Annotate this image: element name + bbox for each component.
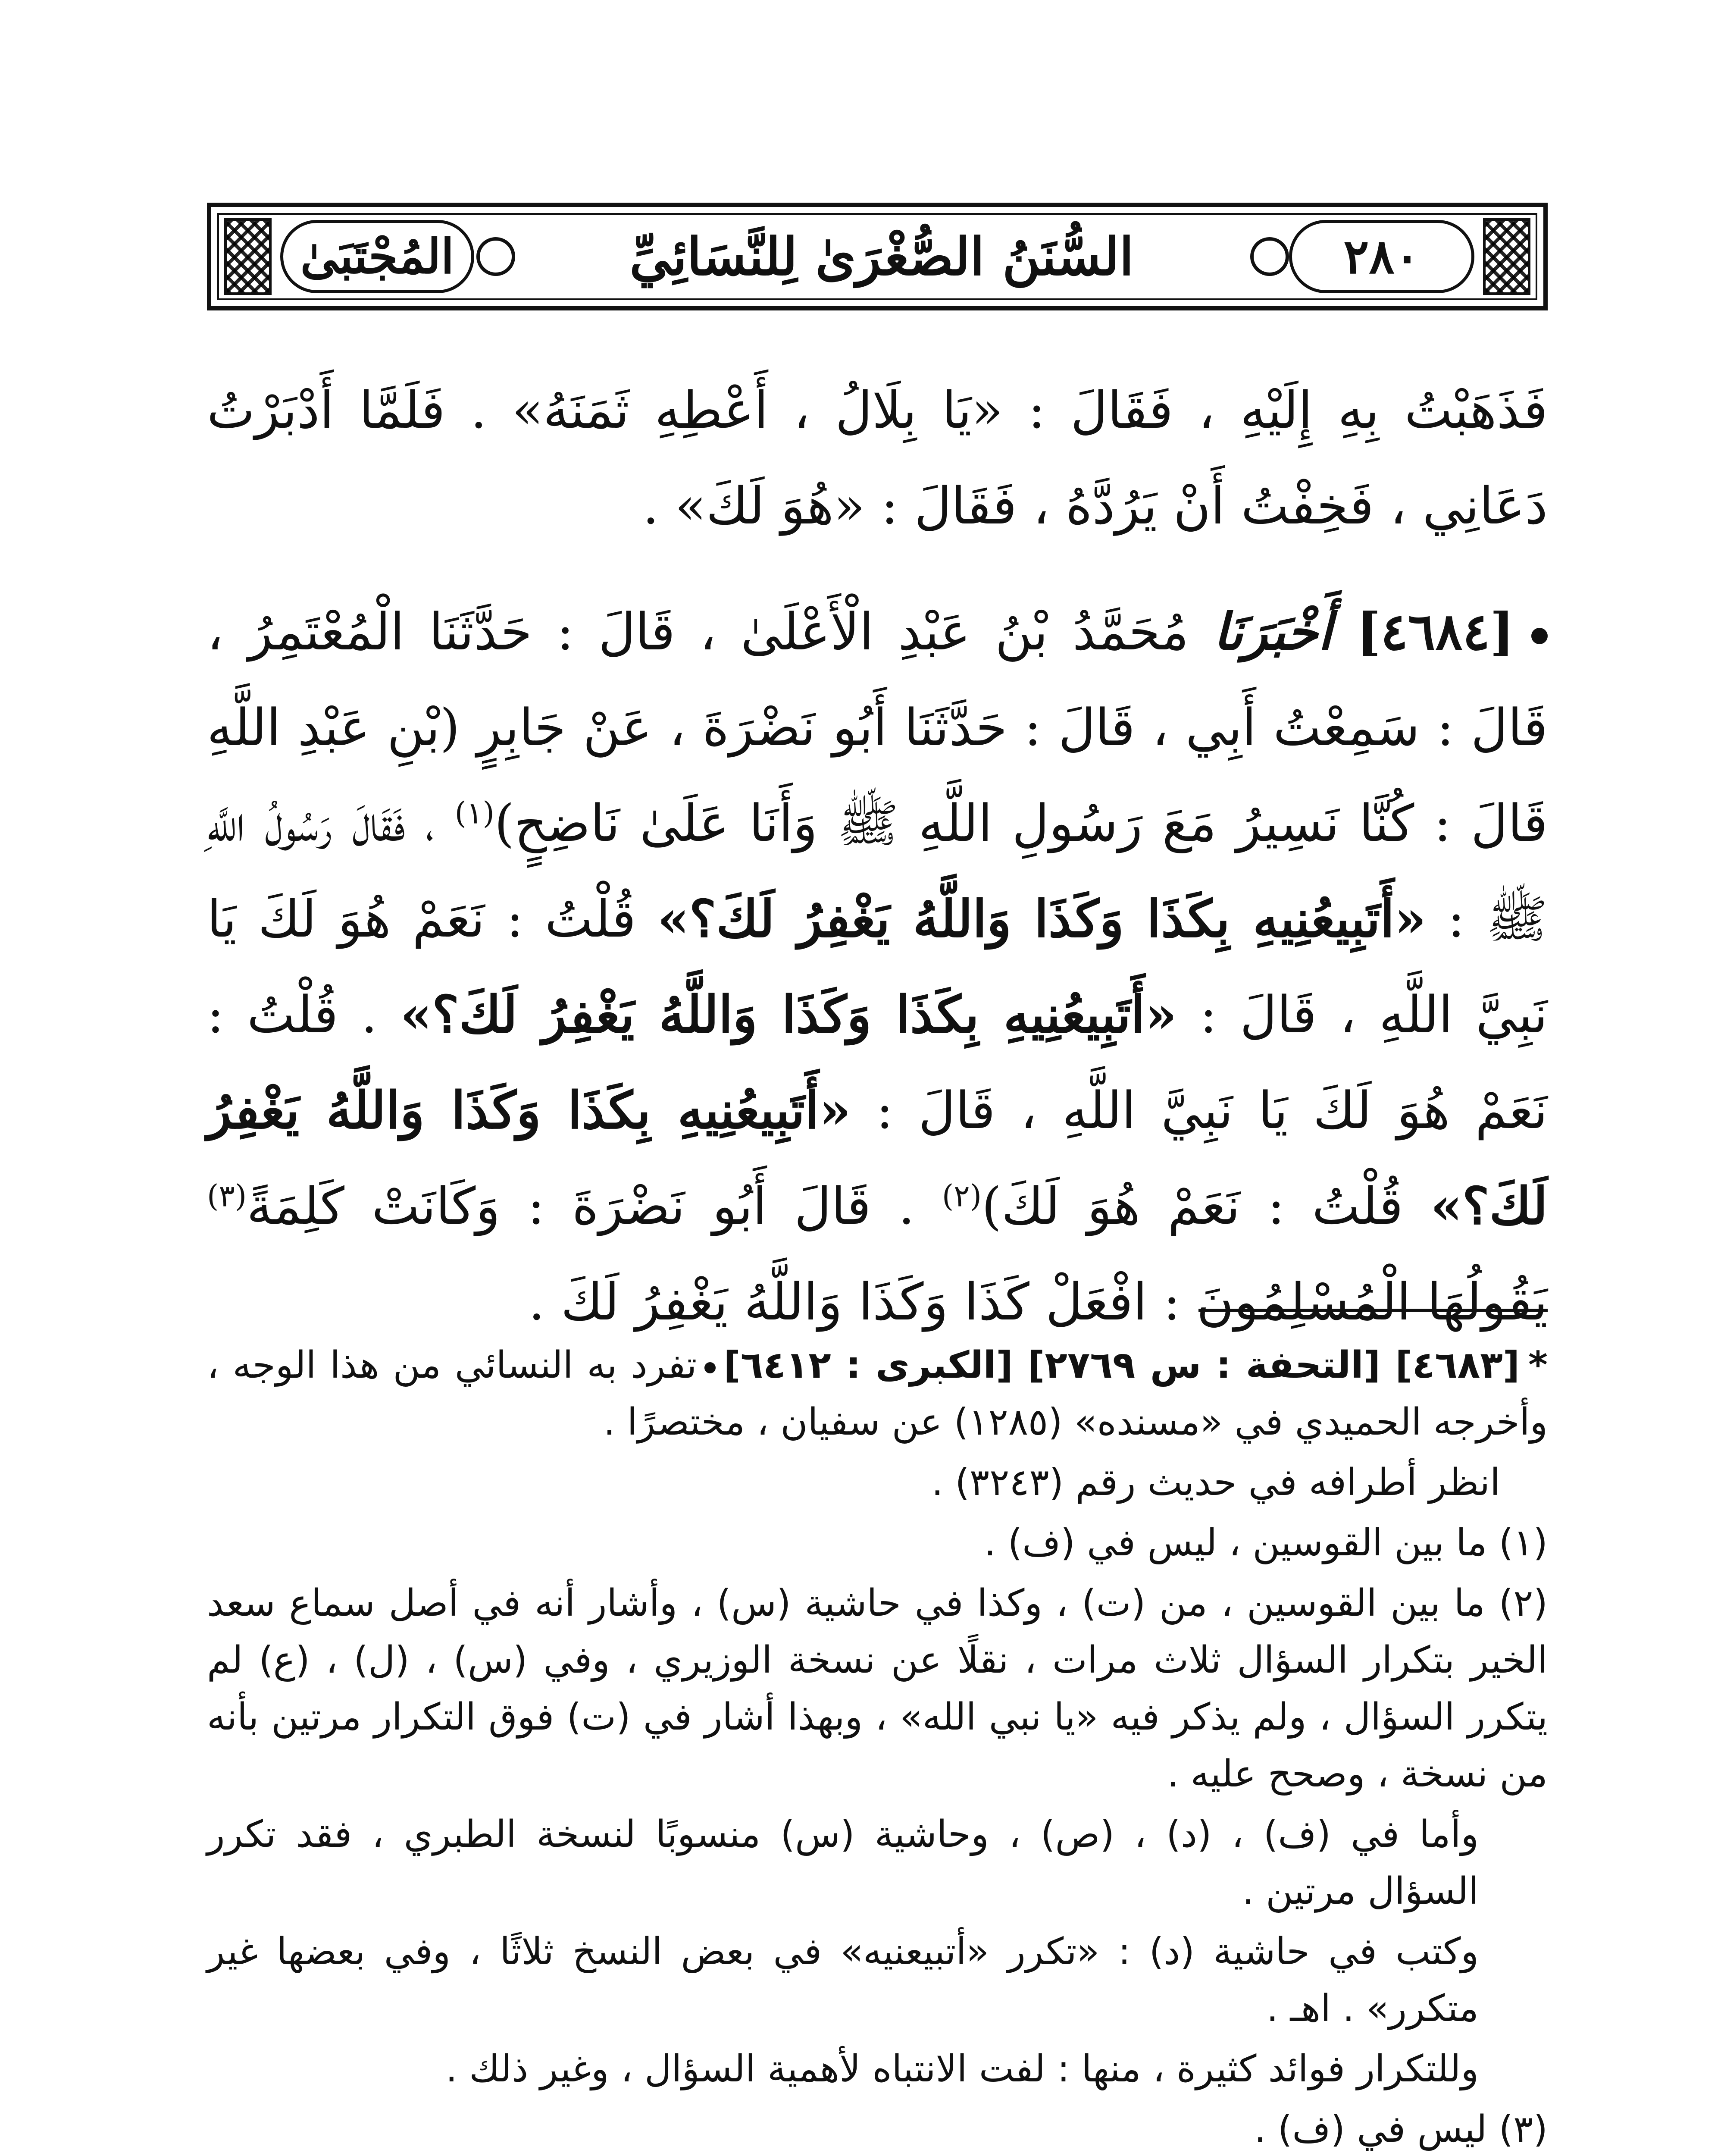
text-segment: . قَالَ أَبُو نَضْرَةَ : وَكَانَتْ كَلِمَةً: [247, 1176, 915, 1236]
footnotes: [207, 1337, 1548, 2156]
footnote-3: (٣) ليس في (ف) .: [1254, 2108, 1548, 2151]
akhbarana-word: أَخْبَرَنَا: [1213, 602, 1332, 661]
page-number-cartouche: [1289, 220, 1474, 293]
page-title: السُّنَنُ الصُّغْرَىٰ لِلنَّسَائِيِّ: [629, 226, 1134, 287]
footnote-1: (١) ما بين القوسين ، ليس في (ف) .: [984, 1521, 1548, 1564]
header-title-box: [491, 218, 1272, 295]
footnote-marker-1: (١): [454, 795, 494, 831]
ornament-right-icon: [1483, 218, 1530, 295]
prophet-quote: «أَتَبِيعُنِيهِ بِكَذَا وَكَذَا وَاللَّهُ يَغْفِرُ لَكَ؟»: [657, 889, 1427, 949]
note-line: انظر أطرافه في حديث رقم (٣٢٤٣) .: [931, 1461, 1500, 1504]
page-number: ٢٨٠: [1343, 229, 1420, 284]
footnote-divider: [1198, 1309, 1548, 1312]
footnote-marker-2: (٢): [942, 1178, 982, 1214]
footnote-2-continued: وكتب في حاشية (د) : «تكرر «أتبيعنيه» في بعض النسخ ثلاثًا ، وفي بعضها غير متكرر» . اهـ .: [207, 1930, 1479, 2030]
text-segment: . قُلْتُ : نَعَمْ هُوَ لَكَ يَا نَبِيَّ اللَّهِ ، قَالَ :: [207, 985, 1548, 1140]
hadith-4684: [207, 584, 1548, 1350]
text-segment: ، فَقَالَ رَسُولُ اللَّهِ ﷺ :: [207, 793, 1548, 949]
text-segment: قُلْتُ : نَعَمْ هُوَ لَكَ): [982, 1176, 1403, 1236]
footnote-2: (٢) ما بين القوسين ، من (ت) ، وكذا في حاشية (س) ، وأشار أنه في أصل سماع سعد الخير بتكرار السؤال ثلاث مرات ، نقلًا عن نسخة الوزيري ، وفي (س) ، (ل) ، (ع) لم يتكرر السؤال ، ولم يذكر فيه «يا نبي الله» ، وبهذا أشار في (ت) فوق التكرار مرتين بأنه من نسخة ، وصحح عليه .: [207, 1582, 1548, 1796]
dot-icon: [704, 1362, 716, 1373]
text-segment: قُلْتُ : نَعَمْ هُوَ لَكَ يَا نَبِيَّ اللَّهِ ، قَالَ :: [207, 889, 1548, 1044]
footnote-2-continued: وللتكرار فوائد كثيرة ، منها : لفت الانتباه لأهمية السؤال ، وغير ذلك .: [445, 2047, 1479, 2090]
asterisk-icon: *: [1528, 1344, 1548, 1387]
footnote-marker-3: (٣): [207, 1178, 247, 1214]
bullet-icon: [1531, 628, 1548, 644]
prophet-quote: «أَتَبِيعُنِيهِ بِكَذَا وَكَذَا وَاللَّهُ يَغْفِرُ لَكَ؟»: [207, 1080, 1548, 1236]
note-text: تفرد به النسائي من هذا الوجه ، وأخرجه الحميدي في «مسنده» (١٢٨٥) عن سفيان ، مختصرًا .: [207, 1344, 1548, 1444]
ornament-left-icon: [224, 218, 272, 295]
prophet-quote: «أَتَبِيعُنِيهِ بِكَذَا وَكَذَا وَاللَّهُ يَغْفِرُ لَكَ؟»: [400, 984, 1177, 1044]
paragraph-continuation: فَذَهَبْتُ بِهِ إِلَيْهِ ، فَقَالَ : «يَا بِلَالُ ، أَعْطِهِ ثَمَنَهُ» . فَلَمَّا أَدْبَرْتُ دَعَانِي ، فَخِفْتُ أَنْ يَرُدَّهُ ، فَقَالَ : «هُوَ لَكَ» .: [207, 380, 1548, 536]
footnote-2-continued: وأما في (ف) ، (د) ، (ص) ، وحاشية (س) منسوبًا لنسخة الطبري ، فقد تكرر السؤال مرتين .: [207, 1813, 1479, 1913]
running-header: [207, 203, 1548, 310]
note-ref: [٤٦٨٣] [التحفة : س ٢٧٦٩] [الكبرى : ٦٤١٢]: [723, 1344, 1520, 1387]
text-segment: يَقُولُهَا الْمُسْلِمُونَ : افْعَلْ كَذَا وَكَذَا وَاللَّهُ يَغْفِرُ لَكَ .: [528, 1272, 1548, 1332]
note-4683: [207, 1337, 1548, 1451]
book-name-cartouche: [280, 220, 474, 293]
main-text: [207, 362, 1548, 1350]
isnad-text: مُحَمَّدُ بْنُ عَبْدِ الْأَعْلَىٰ ، قَالَ : حَدَّثَنَا الْمُعْتَمِرُ ، قَالَ : سَمِعْتُ أَبِي ، قَالَ : حَدَّثَنَا أَبُو نَضْرَةَ ، عَنْ جَابِرٍ (بْنِ عَبْدِ اللَّهِ قَالَ : كُنَّا نَسِيرُ مَعَ رَسُولِ اللَّهِ ﷺ وَأَنَا عَلَىٰ نَاضِحٍ): [207, 602, 1548, 853]
book-name: المُجْتَبَىٰ: [300, 229, 454, 284]
hadith-number: [٤٦٨٤]: [1356, 602, 1514, 661]
